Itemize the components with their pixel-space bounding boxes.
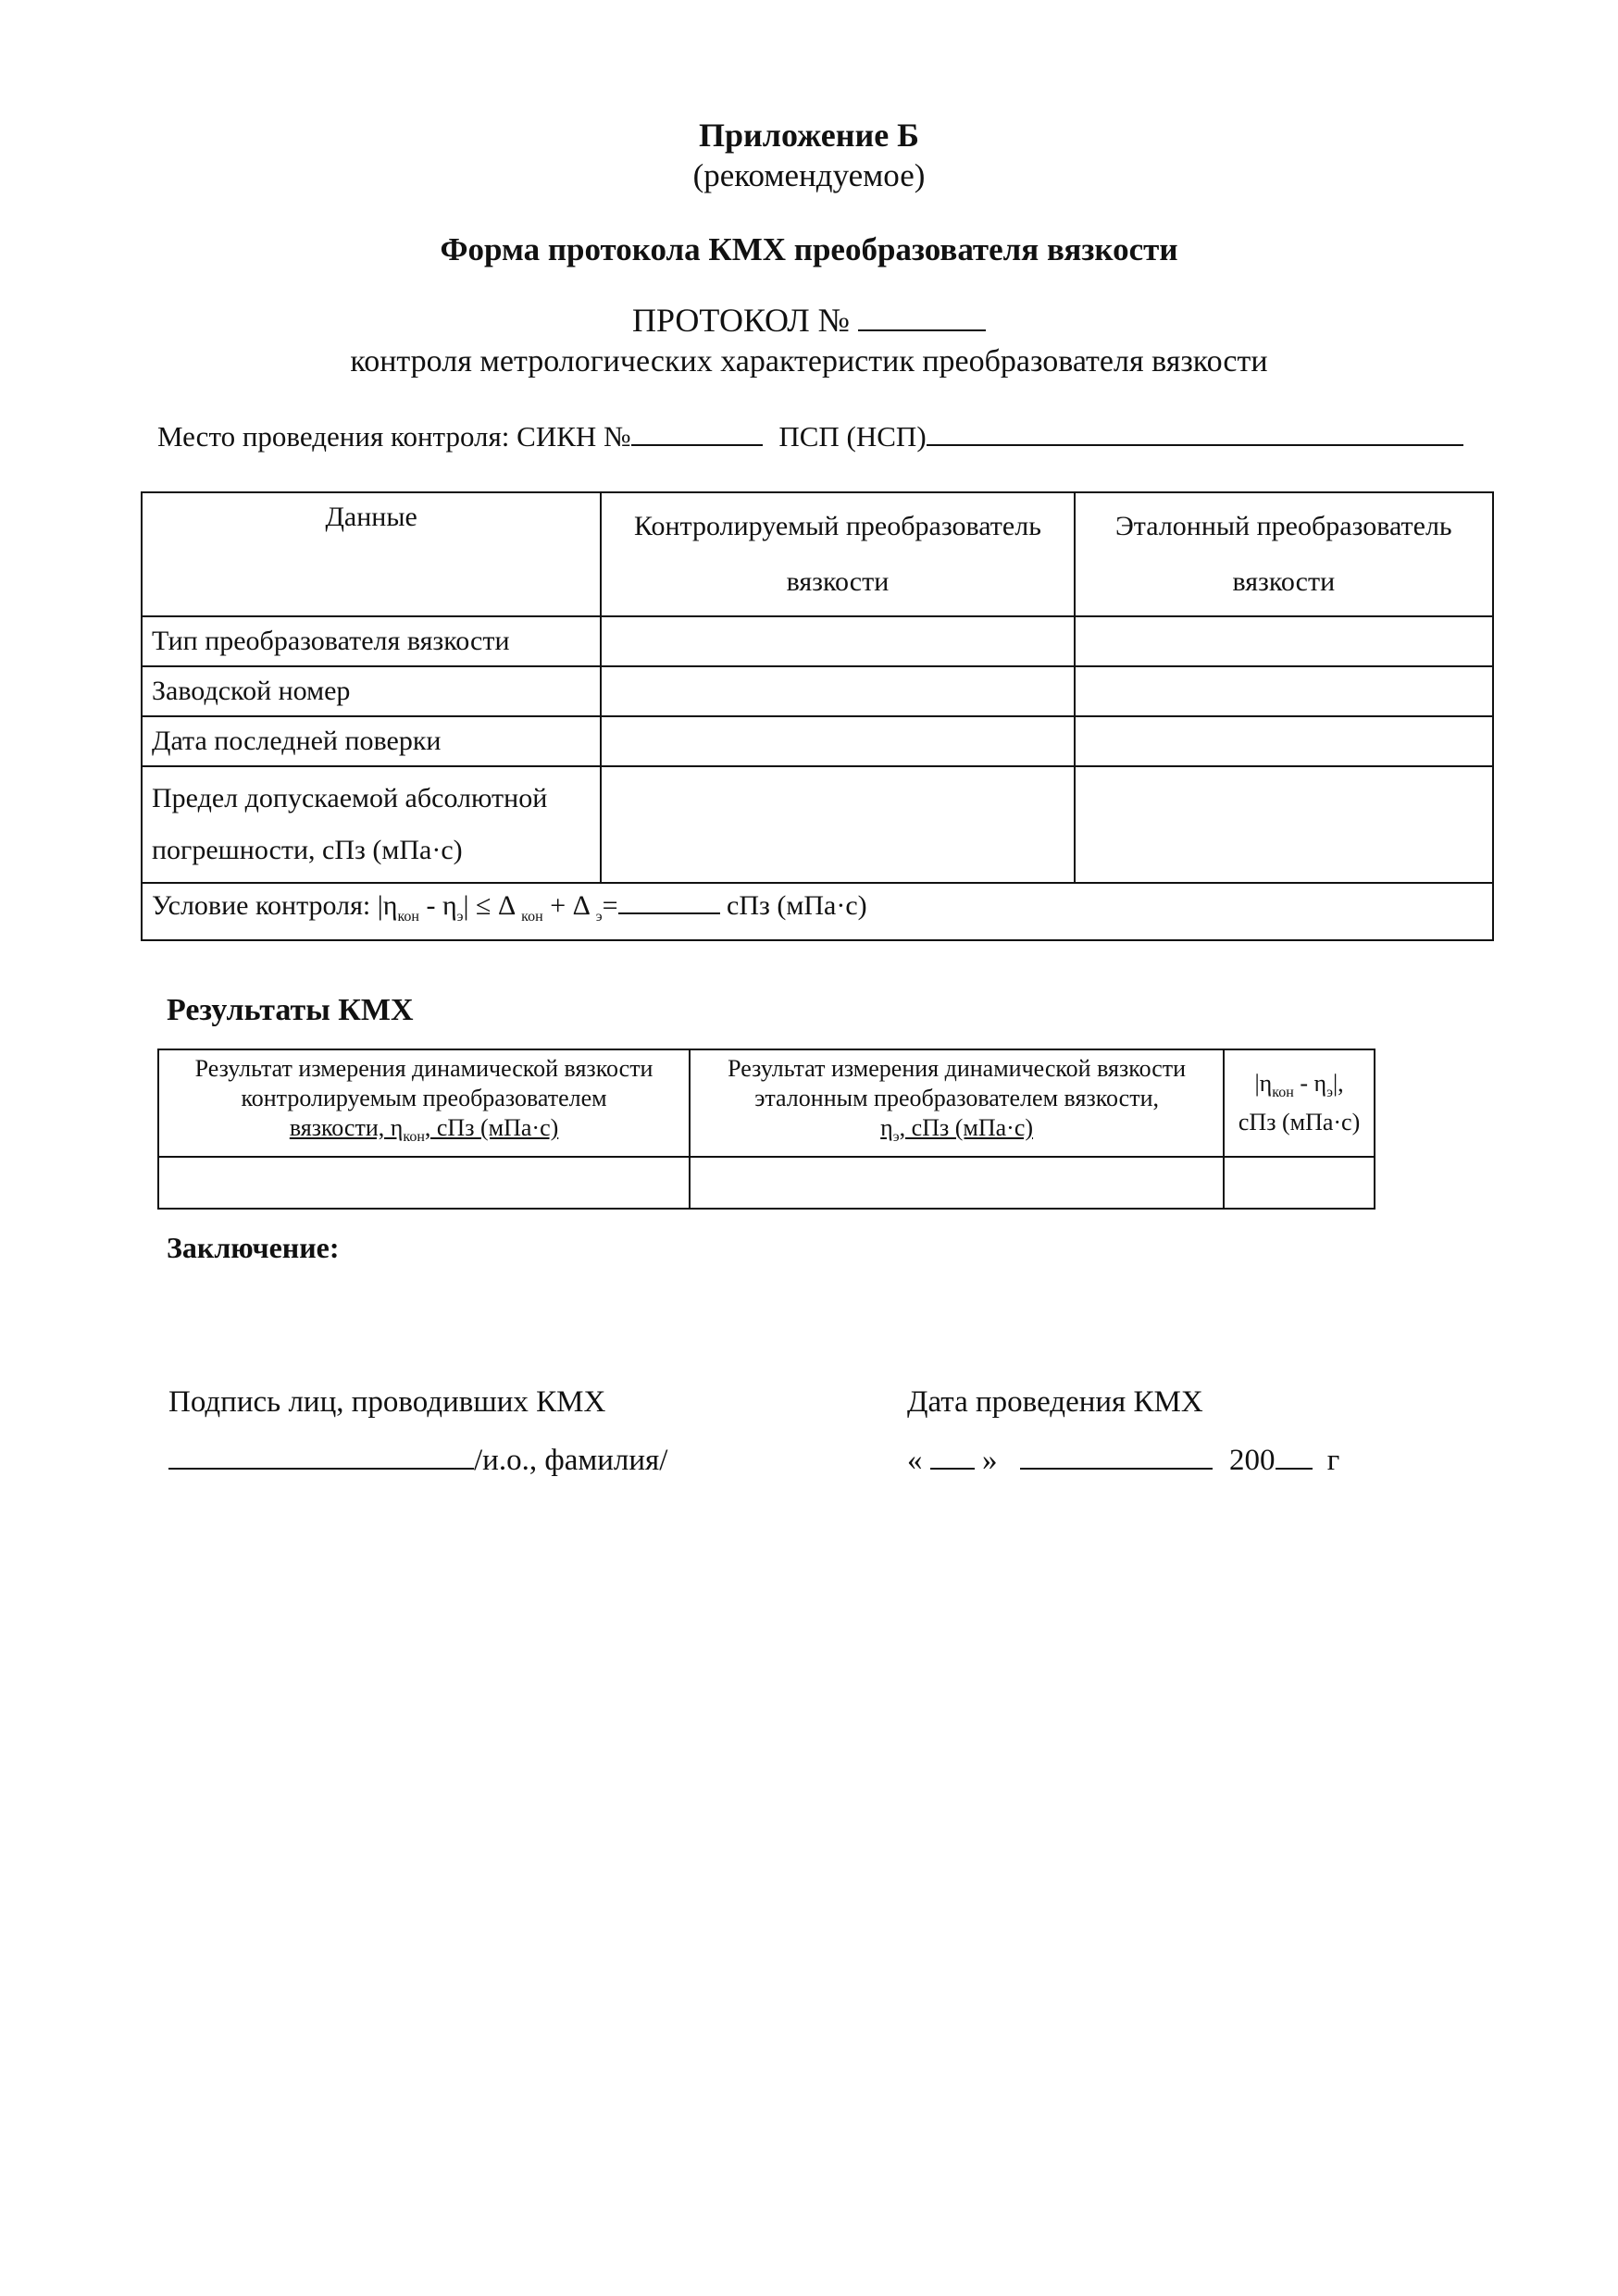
year-prefix: 200 (1229, 1444, 1276, 1477)
table-row (142, 766, 1493, 883)
table-row (158, 1157, 1375, 1209)
header-reference: Эталонный преобразователь вязкости (1075, 492, 1493, 616)
header-line: Результат измерения динамической вязкости (728, 1055, 1187, 1082)
header-sub: кон (403, 1129, 425, 1146)
cell-input[interactable] (690, 1157, 1224, 1209)
header-text: вязкости, η (289, 1114, 404, 1141)
place-prefix: Место проведения контроля: СИКН № (157, 420, 631, 453)
appendix-title: Приложение Б (699, 117, 919, 154)
header-sub: кон (1272, 1085, 1294, 1101)
year-field[interactable] (1276, 1442, 1313, 1470)
table-row (142, 616, 1493, 666)
header-line (696, 1113, 1217, 1152)
header-sub: э (892, 1129, 900, 1146)
data-table (141, 491, 1494, 941)
condition-text: Условие контроля: |η (152, 890, 398, 921)
results-table (157, 1049, 1375, 1210)
results-header-difference (1224, 1049, 1375, 1157)
condition-sub: э (595, 909, 603, 925)
protocol-number-field[interactable] (858, 302, 986, 331)
condition-text: - η (418, 890, 457, 921)
appendix-subtitle: (рекомендуемое) (692, 157, 926, 193)
header-line: Результат измерения динамической вязкости (194, 1055, 653, 1082)
header-text: |, (1332, 1070, 1344, 1097)
year-suffix: г (1326, 1444, 1340, 1477)
results-header-row (158, 1049, 1375, 1157)
cell-input[interactable] (601, 616, 1074, 666)
conclusion-label: Заключение: (167, 1231, 340, 1264)
signature-field[interactable] (168, 1442, 474, 1470)
signature-label: Подпись лиц, проводивших КМХ (168, 1385, 606, 1419)
header-line (165, 1113, 683, 1152)
name-hint: /и.о., фамилия/ (474, 1444, 668, 1477)
cell-input[interactable] (1075, 666, 1493, 716)
header-line: эталонным преобразователем вязкости, (754, 1085, 1159, 1111)
results-header-reference (690, 1049, 1224, 1157)
close-quote: » (982, 1444, 998, 1477)
date-label: Дата проведения КМХ (907, 1385, 1203, 1419)
cell-input[interactable] (601, 766, 1074, 883)
row-label-serial: Заводской номер (142, 666, 601, 716)
table-row (142, 666, 1493, 716)
control-condition (142, 883, 1493, 940)
cell-input[interactable] (1224, 1157, 1375, 1209)
day-field[interactable] (930, 1442, 975, 1470)
psp-label: ПСП (НСП) (778, 420, 927, 453)
data-table-header-row (142, 492, 1493, 616)
results-title: Результаты КМХ (167, 993, 414, 1027)
form-title: Форма протокола КМХ преобразователя вязкости (440, 231, 1178, 267)
condition-unit: сПз (мПа·с) (719, 890, 867, 921)
place-of-control (157, 418, 1463, 453)
header-text: , сПз (мПа·с) (424, 1114, 559, 1141)
header-text: |η (1254, 1070, 1273, 1097)
protocol-subtitle: контроля метрологических характеристик преобразователя вязкости (350, 344, 1268, 379)
header-line: контролируемым преобразователем (241, 1085, 607, 1111)
header-text: , сПз (мПа·с) (899, 1114, 1034, 1141)
row-label-verification-date: Дата последней поверки (142, 716, 601, 766)
cell-input[interactable] (1075, 766, 1493, 883)
cell-input[interactable] (1075, 716, 1493, 766)
psp-field[interactable] (927, 418, 1463, 446)
protocol-heading (0, 301, 1618, 340)
header-data: Данные (142, 492, 601, 616)
date-line (907, 1442, 1339, 1478)
header-line (1230, 1069, 1368, 1108)
condition-text: + Δ (542, 890, 596, 921)
cell-input[interactable] (158, 1157, 690, 1209)
header-line: сПз (мПа·с) (1238, 1109, 1361, 1136)
protocol-label: ПРОТОКОЛ № (631, 302, 851, 339)
condition-sub: кон (397, 909, 419, 925)
cell-input[interactable] (601, 716, 1074, 766)
row-label-type: Тип преобразователя вязкости (142, 616, 601, 666)
header-sub: э (1326, 1085, 1333, 1101)
table-row (142, 716, 1493, 766)
condition-sub: э (456, 909, 464, 925)
results-header-controlled (158, 1049, 690, 1157)
signature-line (168, 1442, 667, 1478)
condition-text: = (602, 890, 618, 921)
condition-text: | ≤ Δ (463, 890, 522, 921)
sikn-number-field[interactable] (631, 418, 763, 446)
header-text: η (880, 1114, 893, 1141)
month-field[interactable] (1020, 1442, 1213, 1470)
condition-sub: кон (521, 909, 543, 925)
condition-row (142, 883, 1493, 940)
condition-value-field[interactable] (618, 887, 720, 914)
open-quote: « (907, 1444, 923, 1477)
header-text: - η (1293, 1070, 1327, 1097)
row-label-error-limit: Предел допускаемой абсолютной погрешности, сПз (мПа·с) (142, 766, 601, 883)
cell-input[interactable] (1075, 616, 1493, 666)
cell-input[interactable] (601, 666, 1074, 716)
header-controlled: Контролируемый преобразователь вязкости (601, 492, 1074, 616)
